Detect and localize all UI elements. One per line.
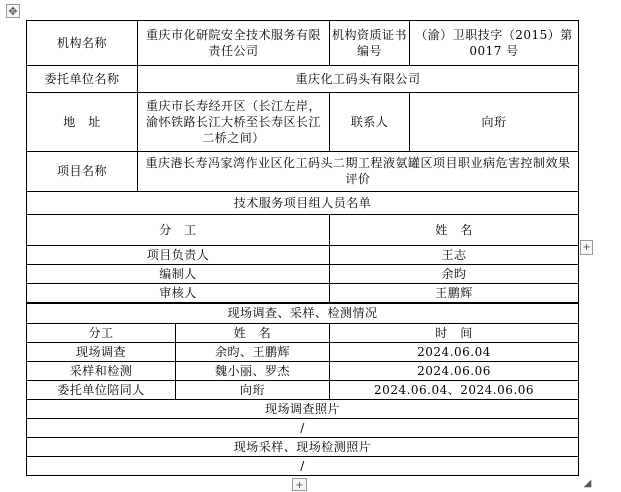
table-row [27, 191, 579, 214]
qualification-value: （渝）卫职技字（2015）第 0017 号 [410, 21, 579, 66]
table-row [27, 456, 579, 475]
table-row [27, 362, 579, 381]
table-resize-icon[interactable]: ◢ [583, 478, 592, 489]
add-column-icon[interactable]: + [580, 240, 593, 255]
qualification-label: 机构资质证书编号 [330, 21, 410, 66]
contact-label: 联系人 [330, 92, 410, 151]
survey-section-title: 现场调查、采样、检测情况 [27, 303, 579, 324]
table-row [27, 151, 579, 191]
table-row [27, 437, 579, 456]
table-row [27, 66, 579, 92]
team-name-cell: 王志 [330, 246, 579, 265]
table-row [27, 324, 579, 343]
survey-name-cell: 余昀、王鹏辉 [176, 343, 330, 362]
table-row [27, 400, 579, 419]
client-value: 重庆化工码头有限公司 [138, 66, 579, 92]
sampling-photos-title: 现场采样、现场检测照片 [27, 437, 579, 456]
survey-time-cell: 2024.06.04、2024.06.06 [330, 381, 579, 400]
table-row [27, 303, 579, 324]
sampling-photos-value: / [27, 456, 579, 475]
survey-time-header: 时 间 [330, 324, 579, 343]
report-info-table [26, 20, 579, 476]
table-row [27, 419, 579, 438]
team-role-cell: 审核人 [27, 284, 330, 303]
add-row-icon[interactable]: + [292, 478, 307, 491]
survey-photos-value: / [27, 419, 579, 438]
address-value: 重庆市长寿经开区（长江左岸，渝怀铁路长江大桥至长寿区长江二桥之间） [138, 92, 330, 151]
team-name-cell: 王鹏辉 [330, 284, 579, 303]
table-row [27, 21, 579, 66]
team-name-cell: 余昀 [330, 265, 579, 284]
survey-role-cell: 采样和检测 [27, 362, 176, 381]
survey-role-header: 分工 [27, 324, 176, 343]
org-name-label: 机构名称 [27, 21, 138, 66]
client-label: 委托单位名称 [27, 66, 138, 92]
table-row [27, 92, 579, 151]
team-role-header: 分 工 [27, 214, 330, 246]
team-section-title: 技术服务项目组人员名单 [27, 191, 579, 214]
team-role-cell: 项目负责人 [27, 246, 330, 265]
table-row [27, 214, 579, 246]
contact-value: 向珩 [410, 92, 579, 151]
project-label: 项目名称 [27, 151, 138, 191]
survey-time-cell: 2024.06.06 [330, 362, 579, 381]
table-move-handle-icon[interactable]: ✥ [6, 4, 20, 18]
survey-role-cell: 现场调查 [27, 343, 176, 362]
table-row [27, 343, 579, 362]
table-row [27, 265, 579, 284]
team-role-cell: 编制人 [27, 265, 330, 284]
team-name-header: 姓 名 [330, 214, 579, 246]
project-value: 重庆港长寿冯家湾作业区化工码头二期工程液氨罐区项目职业病危害控制效果评价 [138, 151, 579, 191]
survey-photos-title: 现场调查照片 [27, 400, 579, 419]
table-row [27, 246, 579, 265]
survey-role-cell: 委托单位陪同人 [27, 381, 176, 400]
survey-name-header: 姓 名 [176, 324, 330, 343]
survey-name-cell: 向珩 [176, 381, 330, 400]
survey-name-cell: 魏小丽、罗杰 [176, 362, 330, 381]
org-name-value: 重庆市化研院安全技术服务有限责任公司 [138, 21, 330, 66]
table-row [27, 381, 579, 400]
survey-time-cell: 2024.06.04 [330, 343, 579, 362]
address-label: 地 址 [27, 92, 138, 151]
table-row [27, 284, 579, 303]
